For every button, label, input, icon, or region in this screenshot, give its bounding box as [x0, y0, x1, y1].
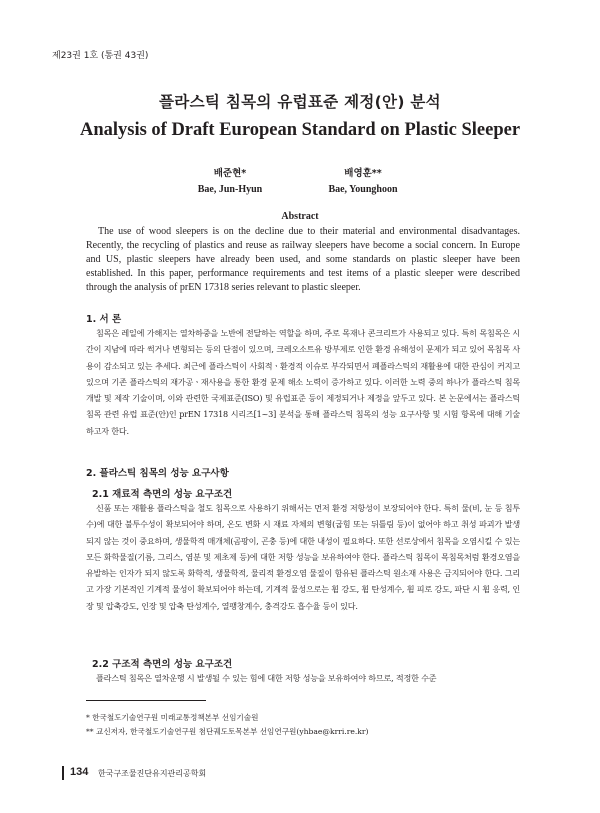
abstract-heading: Abstract — [281, 211, 319, 222]
section-2-1-text: 신품 또는 재활용 플라스틱을 철도 침목으로 사용하기 위해서는 먼저 환경 저항성이 보장되어야 한다. 특히 물(비, 눈 등 침투수)에 대한 불투수성이 확보되어야 하며, 온도 변화 시 재료 자체의 변형(굽힘 또는 뒤틀림 등)이 없어야 하고 취성 파괴가 발생되지 않는 것이 중요하며, 생물학적 매개체(곰팡이, 곤충 등)에 대한 내성이 필요하다. 또한 선로상에서 침목을 오염시킬 수 있는 모든 화학물질(기름, 그리스, 염분 및 제초제 등)에 대한 저항 성능을 보유하여야 한다. 플라스틱 침목이 목침목처럼 환경오염을 유발하는 인자가 되지 않도록 화학적, 생물학적, 물리적 환경오염 물질이 함유된 플라스틱 원소재 사용은 금지되어야 한다. 그리고 가장 기본적인 기계적 물성이 확보되어야 하는데, 기계적 물성으로는 휨 강도, 휨 탄성계수, 휨 피로 강도, 파단 시 휨 응력, 인장 및 압축강도, 인장 및 압축 탄성계수, 열팽창계수, 충격강도 흡수율 등이 있다. — [86, 503, 520, 611]
title-korean: 플라스틱 침목의 유럽표준 제정(안) 분석 — [159, 93, 441, 111]
journal-issue: 제23권 1호 (통권 43권) — [52, 51, 149, 61]
page-number: 134 — [70, 766, 89, 778]
footnote-2: ** 교신저자, 한국철도기술연구원 첨단궤도토목본부 선임연구원(yhbae@krri.re.kr) — [86, 727, 369, 736]
footnote-1: * 한국철도기술연구원 미래교통정책본부 선임기술원 — [86, 713, 259, 722]
section-2-2-heading: 2.2 구조적 측면의 성능 요구조건 — [92, 659, 233, 670]
author-2 — [293, 165, 433, 195]
footnote-divider — [86, 700, 206, 701]
author-1-name-ko: 배준현* — [213, 168, 247, 179]
section-2-heading: 2. 플라스틱 침목의 성능 요구사항 — [86, 468, 229, 479]
author-2-name-en: Bae, Younghoon — [328, 184, 398, 195]
title-english: Analysis of Draft European Standard on Plastic Sleeper — [79, 120, 521, 140]
section-2-2-text: 플라스틱 침목은 열차운행 시 발생될 수 있는 힘에 대한 저항 성능을 보유하여야 하므로, 적정한 수준 — [96, 673, 437, 683]
author-1-name-en: Bae, Jun-Hyun — [197, 184, 263, 195]
abstract-text: The use of wood sleepers is on the decline due to their material and environmental disadvantages. Recently, the recycling of plastics and reuse as railway sleepers have become a social concern. In Europe and US, plastic sleepers have already been used, and some standards on plastic sleeper have been established. In this paper, performance requirements and test items of a plastic sleeper were described through the analysis of prEN 17318 series relevant to plastic sleeper. — [86, 226, 520, 293]
section-1-text: 침목은 레일에 가해지는 열차하중을 노반에 전달하는 역할을 하며, 주로 목재나 콘크리트가 사용되고 있다. 특히 목침목은 시간이 지남에 따라 썩거나 변형되는 등의 단점이 있으며, 크레오소트유 방부제로 인한 환경 유해성이 문제가 되고 있어 목침목 사용이 감소되고 있는 추세다. 최근에 플라스틱이 사회적ㆍ환경적 이슈로 부각되면서 폐플라스틱의 재활용에 대한 관심이 커지고 있으며 기존 플라스틱의 재가공ㆍ재사용을 통한 환경 문제 해소 노력이 증가하고 있다. 이러한 노력 중의 하나가 플라스틱 침목 개발 및 제작 기술이며, 이와 관련한 국제표준(ISO) 및 유럽표준 등이 제정되거나 제정을 앞두고 있다. 본 논문에서는 플라스틱 침목 관련 유럽 표준(안)인 prEN 17318 시리즈[1~3] 분석을 통해 플라스틱 침목의 성능 요구사항 및 시험 항목에 대해 기술하고자 한다. — [86, 328, 520, 436]
section-2-1-heading: 2.1 재료적 측면의 성능 요구조건 — [92, 489, 233, 500]
page-number-bar — [62, 766, 64, 780]
publication-name: 한국구조물진단유지관리공학회 — [98, 769, 207, 778]
section-1-heading: 1. 서 론 — [86, 314, 122, 325]
author-1 — [160, 165, 300, 195]
author-2-name-ko: 배영훈** — [344, 168, 382, 179]
